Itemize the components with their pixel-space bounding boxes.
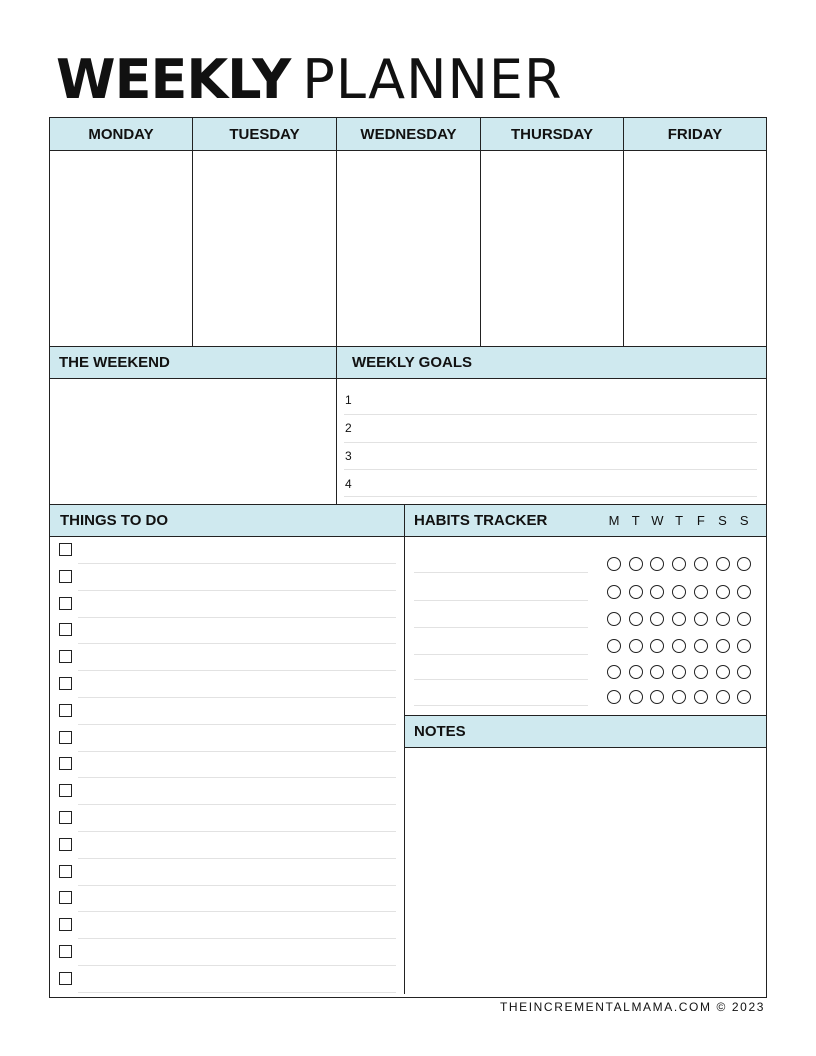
todo-line [78,804,396,805]
habit-day-letter: F [696,513,705,528]
todo-line [78,697,396,698]
day-divider [192,150,193,346]
habit-circle[interactable] [694,690,708,704]
goal-number: 1 [345,393,352,407]
todo-checkbox[interactable] [59,543,72,556]
habit-circle[interactable] [716,639,730,653]
habit-circle[interactable] [694,557,708,571]
habit-circle[interactable] [629,690,643,704]
habit-circle[interactable] [694,665,708,679]
todo-line [78,885,396,886]
notes-header: NOTES [404,715,767,748]
habit-day-letter: W [651,513,664,528]
weekday-frame [49,117,767,347]
goal-line [344,496,757,497]
habit-circle[interactable] [607,612,621,626]
habit-circle[interactable] [672,665,686,679]
habit-day-letter: T [675,513,684,528]
goals-header: WEEKLY GOALS [336,346,767,379]
habit-circle[interactable] [716,690,730,704]
todo-line [78,965,396,966]
todo-line [78,643,396,644]
goal-number: 3 [345,449,352,463]
habit-line [414,654,588,655]
habit-circle[interactable] [694,639,708,653]
todo-checkbox[interactable] [59,891,72,904]
habit-circle[interactable] [716,612,730,626]
title-light: PLANNER [302,48,563,111]
page-title [56,50,563,110]
todo-checkbox[interactable] [59,918,72,931]
habit-circle[interactable] [607,557,621,571]
habit-day-letter: M [608,513,620,528]
habit-circle[interactable] [629,665,643,679]
habit-circle[interactable] [716,557,730,571]
habit-circle[interactable] [672,690,686,704]
habits-header: HABITS TRACKER [404,504,767,537]
habit-circle[interactable] [629,639,643,653]
todo-line [78,590,396,591]
habit-day-letter: T [631,513,640,528]
habit-circle[interactable] [607,585,621,599]
habit-circle[interactable] [607,639,621,653]
todo-checkbox[interactable] [59,650,72,663]
habit-line [414,627,588,628]
weekend-goals-divider [336,378,337,504]
day-header-friday: FRIDAY [623,117,767,151]
todo-habits-divider [404,536,405,994]
todo-checkbox[interactable] [59,704,72,717]
todo-checkbox[interactable] [59,945,72,958]
todo-line [78,670,396,671]
todo-line [78,617,396,618]
habit-circle[interactable] [629,612,643,626]
habit-circle[interactable] [694,612,708,626]
goal-number: 4 [345,477,352,491]
todo-checkbox[interactable] [59,597,72,610]
habit-circle[interactable] [629,585,643,599]
todo-checkbox[interactable] [59,677,72,690]
habit-day-letter: S [739,513,749,528]
day-divider [336,150,337,346]
habit-line [414,572,588,573]
habit-circle[interactable] [672,639,686,653]
habit-circle[interactable] [607,665,621,679]
title-bold: WEEKLY [56,48,291,111]
day-header-wednesday: WEDNESDAY [336,117,481,151]
weekend-header: THE WEEKEND [49,346,337,379]
habit-circle[interactable] [694,585,708,599]
todo-checkbox[interactable] [59,784,72,797]
habit-circle[interactable] [607,690,621,704]
todo-checkbox[interactable] [59,972,72,985]
day-divider [480,150,481,346]
habit-circle[interactable] [672,612,686,626]
day-header-monday: MONDAY [49,117,193,151]
todo-line [78,858,396,859]
todo-checkbox[interactable] [59,838,72,851]
day-header-tuesday: TUESDAY [192,117,337,151]
habit-circle[interactable] [716,585,730,599]
goal-line [344,414,757,415]
todo-line [78,831,396,832]
todo-checkbox[interactable] [59,811,72,824]
todo-line [78,911,396,912]
todo-checkbox[interactable] [59,731,72,744]
habit-line [414,600,588,601]
footer-credit: THEINCREMENTALMAMA.COM © 2023 [499,1000,765,1014]
day-header-thursday: THURSDAY [480,117,624,151]
goal-line [344,442,757,443]
habit-circle[interactable] [629,557,643,571]
todo-line [78,724,396,725]
todo-line [78,563,396,564]
todo-header: THINGS TO DO [49,504,405,537]
habit-circle[interactable] [716,665,730,679]
todo-checkbox[interactable] [59,623,72,636]
todo-checkbox[interactable] [59,757,72,770]
todo-checkbox[interactable] [59,570,72,583]
habit-circle[interactable] [672,585,686,599]
habit-circle[interactable] [672,557,686,571]
habit-day-letter: S [718,513,727,528]
todo-line [78,938,396,939]
habit-line [414,705,588,706]
todo-line [78,992,396,993]
todo-line [78,751,396,752]
day-divider [623,150,624,346]
todo-checkbox[interactable] [59,865,72,878]
goal-line [344,469,757,470]
todo-line [78,777,396,778]
habit-line [414,679,588,680]
goal-number: 2 [345,421,352,435]
